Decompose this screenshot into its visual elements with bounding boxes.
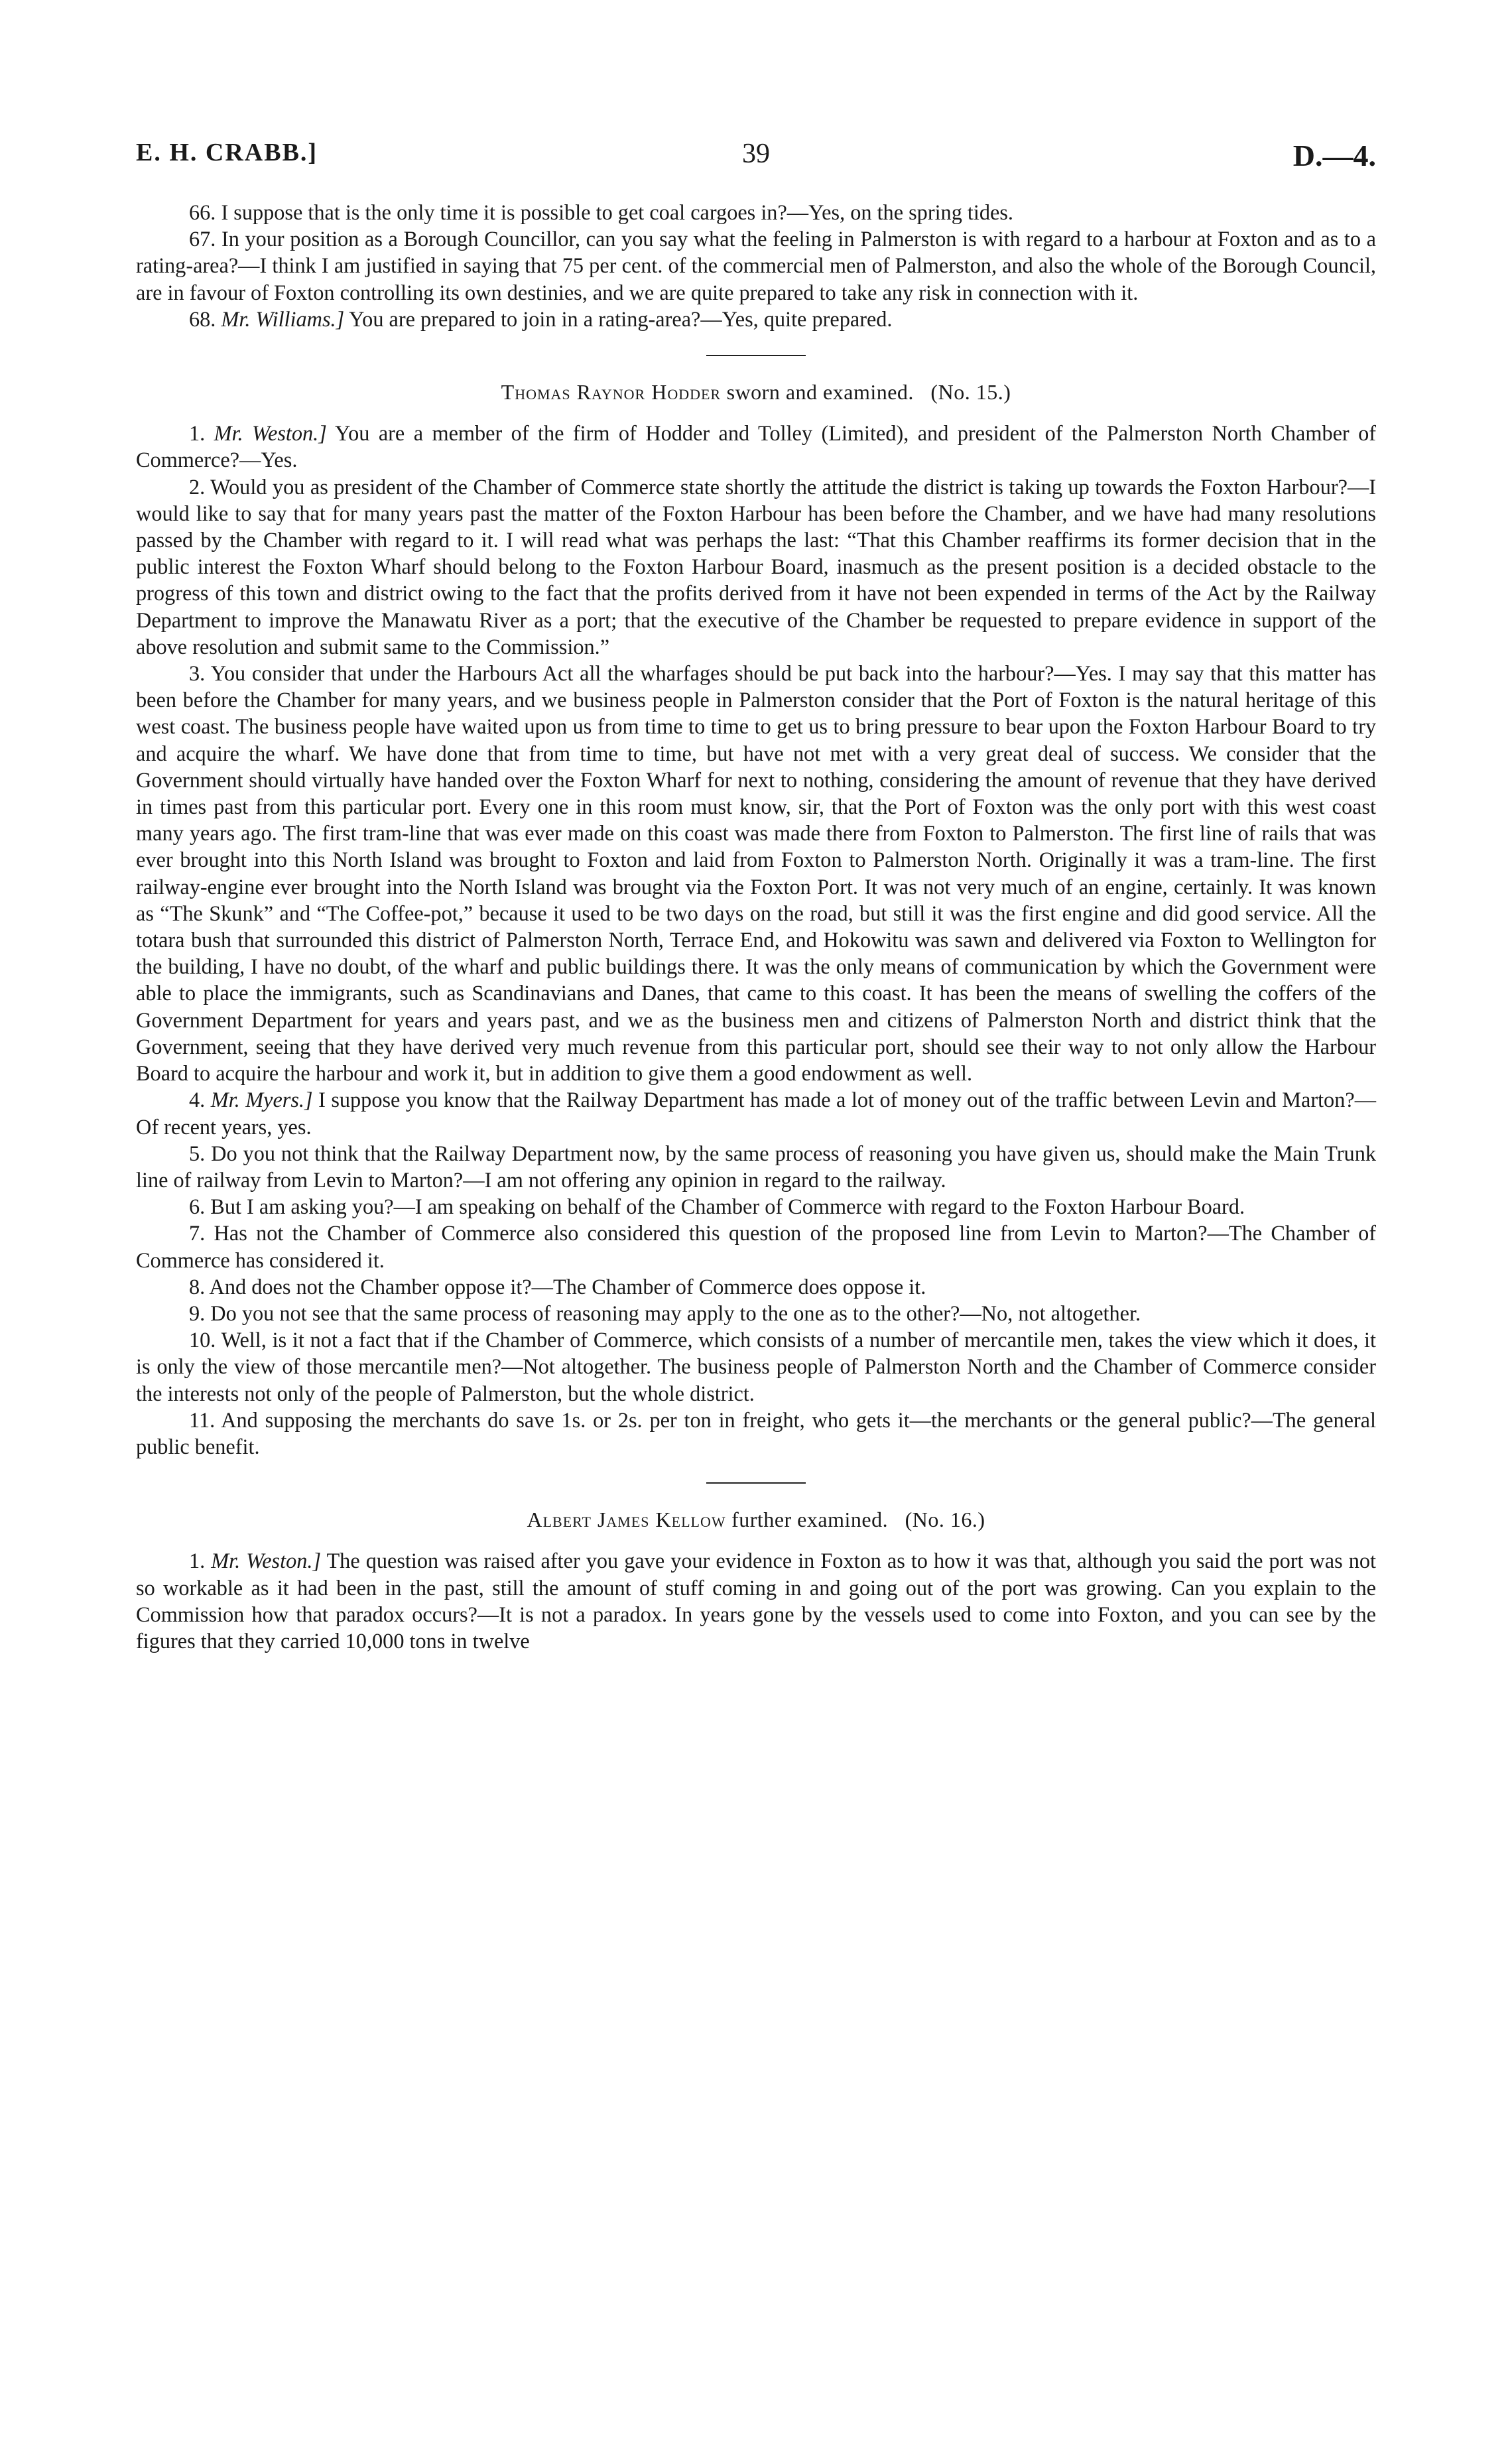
hodder-paragraph-4 (136, 1086, 1376, 1139)
speaker-name: Mr. Williams.] (221, 306, 345, 331)
speaker-name: Mr. Myers.] (210, 1088, 313, 1112)
speaker-name: Mr. Weston.] (211, 1549, 322, 1573)
paragraph-number: 1. (189, 1549, 206, 1573)
hodder-paragraph-11: 11. And supposing the merchants do save 1s. or 2s. per ton in freight, who gets it—the merchants or the general public?—The general public benefit. (136, 1407, 1376, 1458)
header-witness: E. H. CRABB.] (136, 139, 318, 166)
document-body (136, 199, 1376, 1654)
paragraph-number: 4. (189, 1088, 206, 1112)
section-divider (706, 1482, 806, 1484)
hodder-paragraph-2: 2. Would you as president of the Chamber of Commerce state shortly the attitude the district is taking up towards the Foxton Harbour?—I would like to say that for many years past the matter of the Foxton Harbour has been before the Chamber, and we have had many resolutions passed by the Chamber with regard to it. I will read what was perhaps the last: “That this Chamber reaffirms its former decision that in the public interest the Foxton Wharf should belong to the Foxton Harbour Board, inasmuch as the present position is a decided obstacle to the progress of this town and district owing to the fact that the profits derived from it have not been expended in terms of the Act by the Railway Department to improve the Manawatu River as a port; that the executive of the Chamber be requested to prepare evidence in support of the above resolution and submit same to the Commission.” (136, 474, 1376, 659)
witness-heading-kellow (136, 1506, 1376, 1533)
hodder-paragraph-1 (136, 420, 1376, 473)
paragraph-67: 67. In your position as a Borough Councillor, can you say what the feeling in Palmerston is with regard to a harbour at Foxton and as to a rating-area?—I think I am justified in saying that 75 per cent. of the commercial men of Palmerston, and also the whole of the Borough Council, are in favour of Foxton controlling its own destinies, and we are quite prepared to take any risk in connection with it. (136, 227, 1376, 304)
paragraph-text: The question was raised after you gave your evidence in Foxton as to how it was that, although you said the port was not so workable as it had been in the past, still the amount of stuff coming in and going out of the port was growing. Can you explain to the Commission how that paradox occurs?—It is not a paradox. In years gone by the vessels used to come into Foxton, and you can see by the figures that they carried 10,000 tons in twelve (136, 1549, 1376, 1653)
kellow-paragraph-1 (136, 1547, 1376, 1654)
page-number: 39 (742, 139, 770, 169)
section-divider (706, 355, 806, 356)
document-reference: D.—4. (1292, 139, 1376, 172)
paragraph-68 (136, 306, 1376, 332)
witness-action: further examined. (725, 1508, 889, 1532)
paragraph-text: You are a member of the firm of Hodder and Tolley (Limited), and president of the Palmerston North Chamber of Commerce?—Yes. (136, 421, 1377, 472)
witness-number: (No. 16.) (905, 1508, 985, 1532)
paragraph-text: I suppose you know that the Railway Department has made a lot of money out of the traffic between Levin and Marton?—Of recent years, yes. (136, 1088, 1376, 1139)
page-header (136, 138, 1376, 178)
speaker-name: Mr. Weston.] (214, 421, 327, 446)
witness-name: Thomas Raynor Hodder (501, 380, 722, 405)
witness-action: sworn and examined. (721, 380, 914, 405)
witness-name: Albert James Kellow (527, 1508, 726, 1532)
paragraph-text: You are prepared to join in a rating-area?—Yes, quite prepared. (344, 306, 893, 331)
hodder-paragraph-6: 6. But I am asking you?—I am speaking on behalf of the Chamber of Commerce with regard to the Foxton Harbour Board. (189, 1194, 1245, 1219)
hodder-paragraph-9: 9. Do you not see that the same process of reasoning may apply to the one as to the other?—No, not altogether. (189, 1301, 1141, 1325)
hodder-paragraph-7: 7. Has not the Chamber of Commerce also considered this question of the proposed line from Levin to Marton?—The Chamber of Commerce has considered it. (136, 1221, 1376, 1272)
paragraph-66: 66. I suppose that is the only time it is possible to get coal cargoes in?—Yes, on the spring tides. (189, 200, 1014, 224)
paragraph-number: 68. (189, 306, 216, 331)
hodder-paragraph-8: 8. And does not the Chamber oppose it?—The Chamber of Commerce does oppose it. (189, 1274, 926, 1299)
hodder-paragraph-10: 10. Well, is it not a fact that if the Chamber of Commerce, which consists of a number of mercantile men, takes the view which it does, it is only the view of those mercantile men?—Not altogether. The business people of Palmerston North and the Chamber of Commerce consider the interests not only of the people of Palmerston, but the whole district. (136, 1328, 1376, 1405)
hodder-paragraph-5: 5. Do you not think that the Railway Department now, by the same process of reasoning you have given us, should make the Main Trunk line of railway from Levin to Marton?—I am not offering any opinion in regard to the railway. (136, 1141, 1376, 1192)
paragraph-number: 1. (189, 421, 206, 446)
hodder-paragraph-3: 3. You consider that under the Harbours Act all the wharfages should be put back into the harbour?—Yes. I may say that this matter has been before the Chamber for many years, and we business people in Palmerston consider that the Port of Foxton is the natural heritage of this west coast. The business people have waited upon us from time to time to get us to bring pressure to bear upon the Foxton Harbour Board to try and acquire the wharf. We have done that from time to time, but have not met with a very great deal of success. We consider that the Government should virtually have handed over the Foxton Wharf for next to nothing, considering the amount of revenue that they have derived in times past from this particular port. Every one in this room must know, sir, that the Port of Foxton was the only port with this west coast many years ago. The first tram-line that was ever made on this coast was made there from Foxton to Palmerston. The first line of rails that was ever brought into this North Island was brought to Foxton and laid from Foxton to Palmerston North. Originally it was a tram-line. The first railway-engine ever brought into the North Island was brought via the Foxton Port. It was not very much of an engine, certainly. It was known as “The Skunk” and “The Coffee-pot,” because it used to be two days on the road, but still it was the first engine and did good service. All the totara bush that surrounded this district of Palmerston North, Terrace End, and Hokowitu was sawn and delivered via Foxton to Wellington for the building, I have no doubt, of the wharf and public buildings there. It was the only means of communication by which the Government were able to place the immigrants, such as Scandinavians and Danes, that came to this coast. It has been the means of swelling the coffers of the Government Department for years and years past, and we as the business men and citizens of Palmerston North and district think that the Government, seeing that they have derived very much revenue from this particular port, should see their way to not only allow the Harbour Board to acquire the harbour and work it, but in addition to give them a good endowment as well. (136, 661, 1376, 1086)
witness-heading-hodder (136, 379, 1376, 405)
witness-number: (No. 15.) (930, 380, 1011, 405)
